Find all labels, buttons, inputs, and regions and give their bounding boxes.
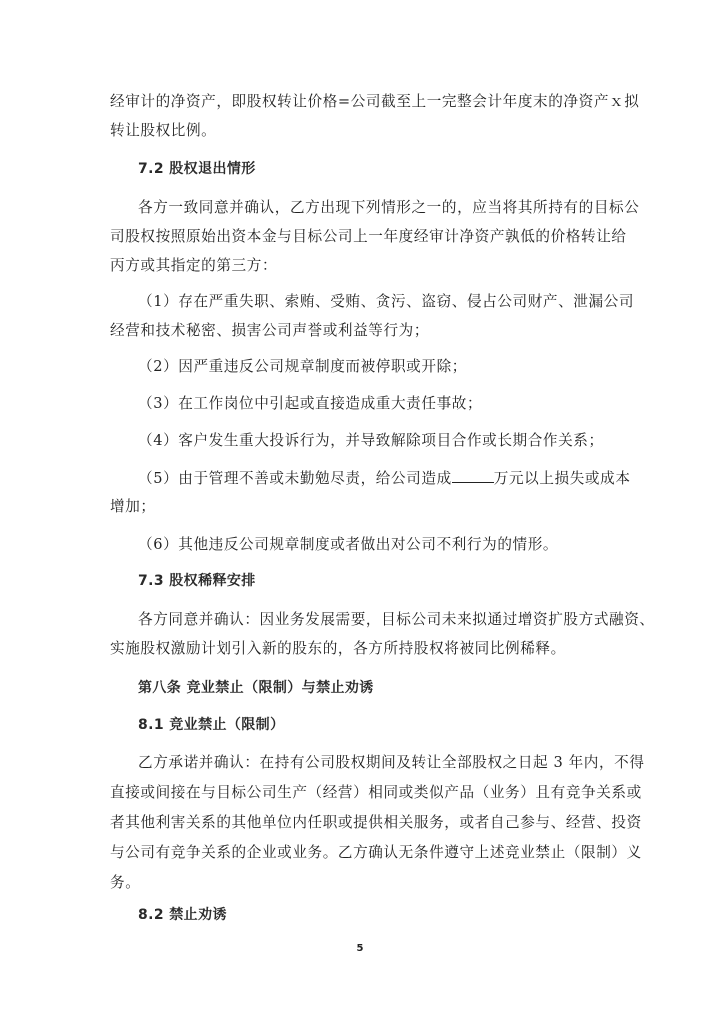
- paragraph-line: 务。: [110, 874, 141, 891]
- amount-blank: [452, 468, 494, 483]
- paragraph-line: 各方同意并确认：因业务发展需要，目标公司未来拟通过增资扩股方式融资、: [138, 611, 655, 628]
- paragraph-line: 各方一致同意并确认，乙方出现下列情形之一的，应当将其所持有的目标公: [138, 199, 640, 216]
- paragraph-line: 司股权按照原始出资本金与目标公司上一年度经审计净资产孰低的价格转让给: [110, 228, 627, 245]
- list-item-5-text: （5）由于管理不善或未勤勉尽责，给公司造成: [138, 470, 452, 487]
- paragraph-line: 实施股权激励计划引入新的股东的，各方所持股权将被同比例稀释。: [110, 640, 566, 657]
- list-item-1-cont: 经营和技术秘密、损害公司声誉或利益等行为；: [110, 322, 430, 339]
- paragraph-line: 乙方承诺并确认：在持有公司股权期间及转让全部股权之日起 3 年内，不得: [138, 754, 645, 771]
- article-heading-8: 第八条 竞业禁止（限制）与禁止劝诱: [138, 680, 374, 696]
- paragraph-line: 丙方或其指定的第三方：: [110, 257, 278, 274]
- list-item-5: [138, 468, 631, 489]
- list-item-4: （4）客户发生重大投诉行为，并导致解除项目合作或长期合作关系；: [138, 432, 604, 449]
- list-item-6: （6）其他违反公司规章制度或者做出对公司不利行为的情形。: [138, 536, 559, 553]
- paragraph-line: 经审计的净资产，即股权转让价格=公司截至上一完整会计年度末的净资产ｘ拟: [110, 93, 640, 110]
- paragraph-line: 直接或间接在与目标公司生产（经营）相同或类似产品（业务）且有竞争关系或: [110, 784, 642, 801]
- list-item-1: （1）存在严重失职、索贿、受贿、贪污、盗窃、侵占公司财产、泄漏公司: [138, 293, 635, 310]
- paragraph-line: 与公司有竞争关系的企业或业务。乙方确认无条件遵守上述竞业禁止（限制）义: [110, 844, 642, 861]
- page-number: 5: [356, 943, 364, 954]
- section-heading-8-1: 8.1 竞业禁止（限制）: [138, 717, 285, 733]
- list-item-3: （3）在工作岗位中引起或直接造成重大责任事故；: [138, 395, 483, 412]
- paragraph-line: 转让股权比例。: [110, 122, 217, 139]
- paragraph-line: 者其他利害关系的其他单位内任职或提供相关服务，或者自己参与、经营、投资: [110, 814, 642, 831]
- list-item-5-cont: 增加；: [110, 498, 156, 515]
- list-item-2: （2）因严重违反公司规章制度而被停职或开除；: [138, 358, 467, 375]
- list-item-5-text-after: 万元以上损失或成本: [493, 470, 631, 487]
- section-heading-7-2: 7.2 股权退出情形: [138, 161, 256, 177]
- section-heading-7-3: 7.3 股权稀释安排: [138, 573, 256, 589]
- section-heading-8-2: 8.2 禁止劝诱: [138, 907, 227, 923]
